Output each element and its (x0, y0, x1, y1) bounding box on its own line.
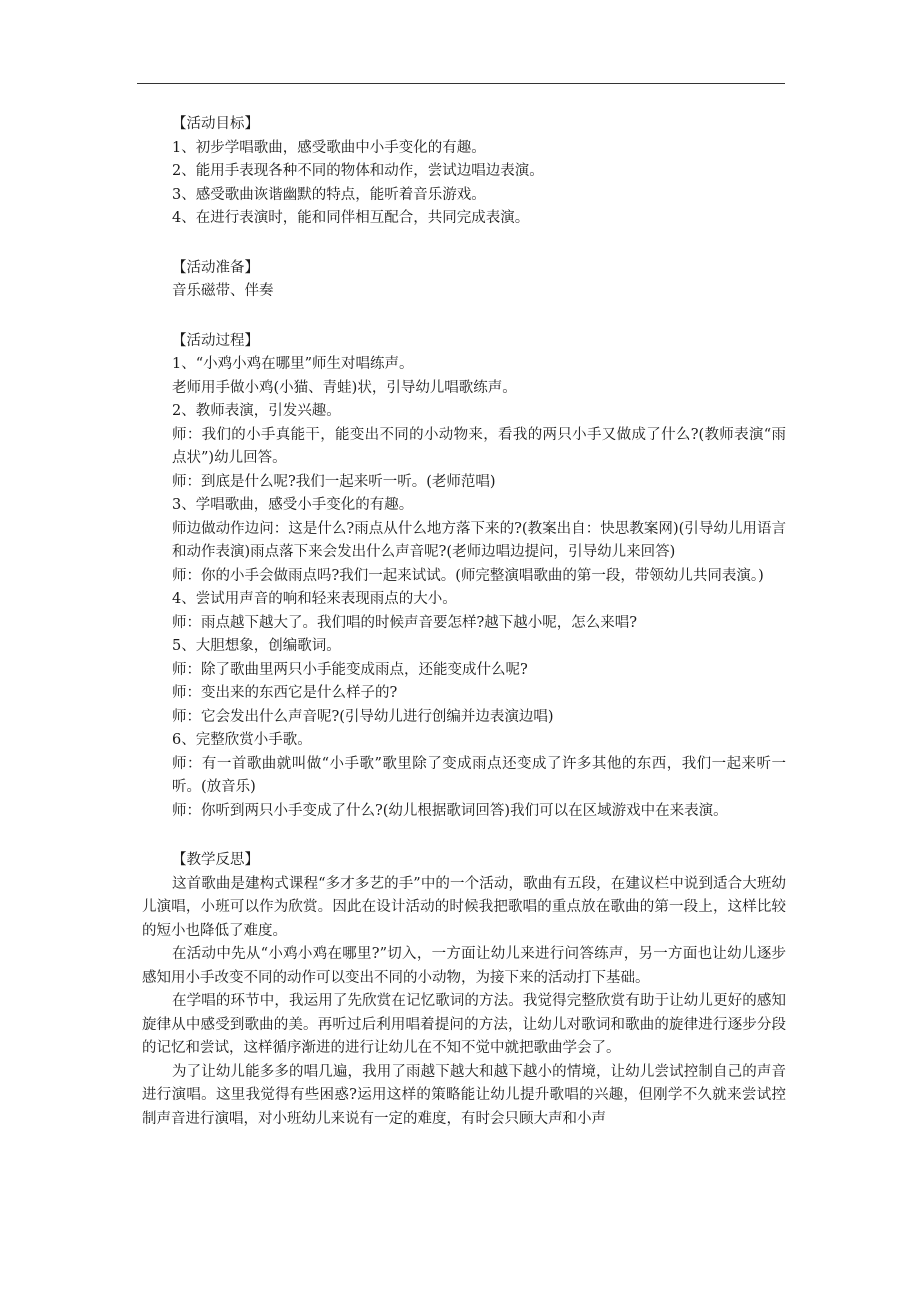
process-dialogue: 师：到底是什么呢?我们一起来听一听。(老师范唱) (172, 473, 496, 490)
goal-item: 1、初步学唱歌曲，感受歌曲中小手变化的有趣。 (172, 139, 486, 156)
reflection-paragraph (142, 873, 786, 944)
prep-title: 【活动准备】 (172, 259, 259, 276)
process-line: 老师用手做小鸡(小猫、青蛙)状，引导幼儿唱歌练声。 (172, 379, 517, 396)
process-step: 1、“小鸡小鸡在哪里”师生对唱练声。 (172, 356, 414, 372)
process-step: 2、教师表演，引发兴趣。 (172, 403, 341, 419)
reflection-paragraph-text: 在学唱的环节中，我运用了先欣赏在记忆歌词的方法。我觉得完整欣赏有助于让幼儿更好的感知旋律从中感受到歌曲的美。再听过后利用唱着提问的方法，让幼儿对歌词和歌曲的旋律进行逐步分段的记忆和尝试，这样循序渐进的进行让幼儿在不知不觉中就把歌曲学会了。 (142, 993, 786, 1056)
process-dialogue-text: 师：你的小手会做雨点吗?我们一起来试试。(师完整演唱歌曲的第一段，带领幼儿共同表演。) (172, 567, 764, 584)
goal-item: 4、在进行表演时，能和同伴相互配合，共同完成表演。 (172, 210, 530, 226)
process-step: 4、尝试用声音的响和轻来表现雨点的大小。 (172, 591, 457, 607)
process-step: 6、完整欣赏小手歌。 (172, 732, 312, 748)
process-dialogue (172, 565, 786, 589)
reflection-paragraph-text: 这首歌曲是建构式课程“多才多艺的手”中的一个活动，歌曲有五段，在建议栏中说到适合大班幼儿演唱，小班可以作为欣赏。因此在设计活动的时候我把歌唱的重点放在歌曲的第一段上，这样比较的短小也降低了难度。 (142, 875, 786, 939)
reflection-paragraph (142, 943, 786, 990)
header-rule (137, 83, 785, 84)
goals-title: 【活动目标】 (172, 116, 259, 132)
process-dialogue: 师：它会发出什么声音呢?(引导幼儿进行创编并边表演边唱) (172, 708, 554, 725)
process-step: 3、学唱歌曲，感受小手变化的有趣。 (172, 497, 414, 513)
goal-item: 2、能用手表现各种不同的物体和动作，尝试边唱边表演。 (172, 163, 544, 179)
process-dialogue: 师：变出来的东西它是什么样子的? (172, 685, 398, 701)
process-dialogue (172, 753, 786, 800)
reflection-paragraph (142, 990, 786, 1061)
prep-item: 音乐磁带、伴奏 (172, 283, 274, 299)
goal-item: 3、感受歌曲诙谐幽默的特点，能听着音乐游戏。 (172, 186, 486, 203)
process-dialogue (172, 424, 786, 471)
process-dialogue: 师：雨点越下越大了。我们唱的时候声音要怎样?越下越小呢，怎么来唱? (172, 614, 638, 631)
process-dialogue-text: 师边做动作边问：这是什么?雨点从什么地方落下来的?(教案出自：快思教案网)(引导幼儿用语言和动作表演)雨点落下来会发出什么声音呢?(老师边唱边提问，引导幼儿来回答) (172, 520, 786, 560)
process-dialogue-text: 师：有一首歌曲就叫做“小手歌”歌里除了变成雨点还变成了许多其他的东西，我们一起来听一听。(放音乐) (172, 755, 786, 795)
process-step: 5、大胆想象，创编歌词。 (172, 638, 341, 654)
document-body (142, 113, 786, 1131)
reflection-paragraph-text: 在活动中先从“小鸡小鸡在哪里?”切入，一方面让幼儿来进行问答练声，另一方面也让幼儿逐步感知用小手改变不同的动作可以变出不同的小动物，为接下来的活动打下基础。 (142, 946, 786, 986)
reflection-title: 【教学反思】 (172, 852, 259, 868)
process-dialogue: 师：除了歌曲里两只小手能变成雨点，还能变成什么呢? (172, 661, 528, 678)
reflection-paragraph-text: 为了让幼儿能多多的唱几遍，我用了雨越下越大和越下越小的情境，让幼儿尝试控制自己的声音进行演唱。这里我觉得有些困惑?运用这样的策略能让幼儿提升歌唱的兴趣，但刚学不久就来尝试控制声音进行演唱，对小班幼儿来说有一定的难度，有时会只顾大声和小声 (142, 1063, 786, 1127)
process-title: 【活动过程】 (172, 332, 259, 349)
process-dialogue (172, 518, 786, 565)
reflection-paragraph (142, 1061, 786, 1132)
process-dialogue: 师：你听到两只小手变成了什么?(幼儿根据歌词回答)我们可以在区域游戏中在来表演。 (172, 802, 728, 819)
process-dialogue-text: 师：我们的小手真能干，能变出不同的小动物来，看我的两只小手又做成了什么?(教师表演“雨点状”)幼儿回答。 (172, 426, 786, 466)
